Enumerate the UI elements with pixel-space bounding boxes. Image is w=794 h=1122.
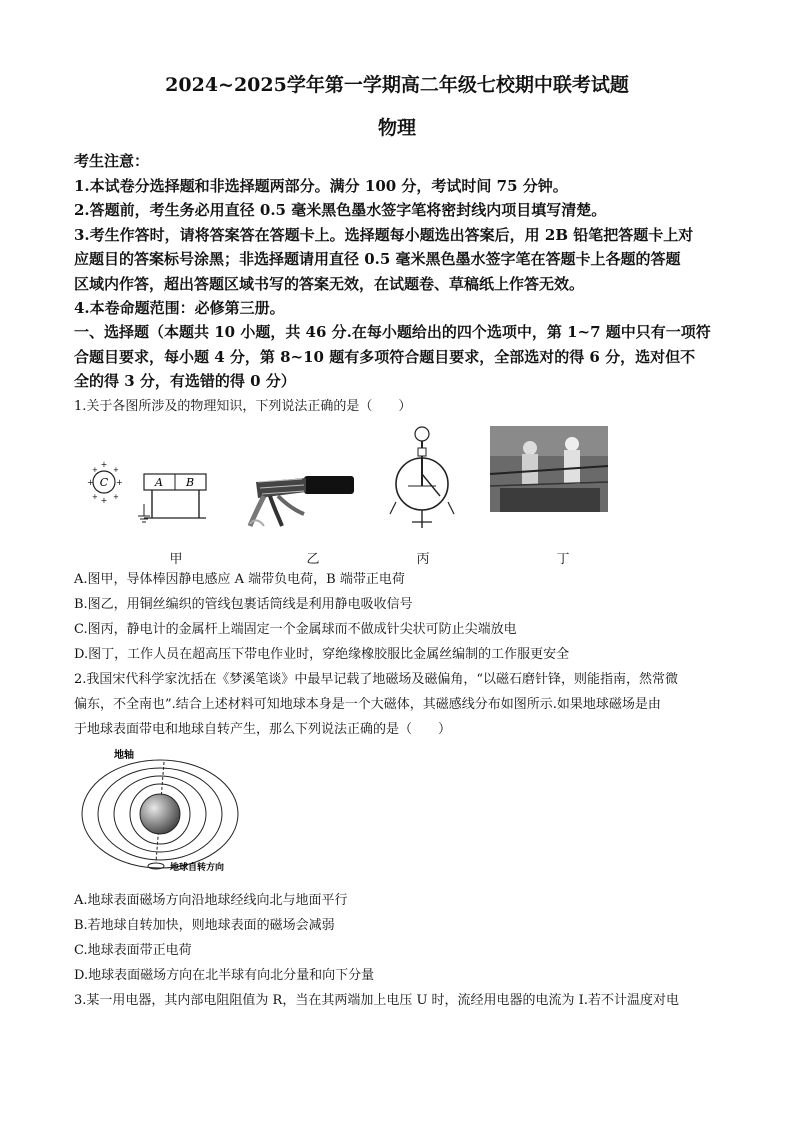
section-one-instructions (74, 320, 734, 394)
option-c: C.图丙，静电计的金属杆上端固定一个金属球而不做成针尖状可防止尖端放电 (74, 622, 517, 637)
section-line: 一、选择题（本题共 10 小题，共 46 分.在每小题给出的四个选项中，第 1~7 题中只有一项符 (74, 323, 711, 341)
question-1-stem: 1.关于各图所涉及的物理知识，下列说法正确的是（ ） (74, 399, 412, 414)
exam-title: 2024~2025学年第一学期高二年级七校期中联考试题 (165, 74, 629, 96)
option-a: A.图甲，导体棒因静电感应 A 端带负电荷，B 端带正电荷 (74, 572, 405, 587)
end-b-label: B (185, 476, 195, 489)
question-2-stem-line: 于地球表面带电和地球自转产生，那么下列说法正确的是（ ） (74, 722, 452, 737)
question-2-options (74, 888, 734, 1013)
figure-jia-charged-rod (82, 460, 208, 530)
figure-bing-electroscope (386, 424, 458, 536)
earth-rotation-label: 地球自转方向 (170, 863, 225, 873)
figure-yi-shielded-cable (244, 460, 354, 530)
figure-ding-live-line-workers-photo (490, 426, 608, 512)
section-line: 全的得 3 分，有选错的得 0 分） (74, 372, 296, 390)
figure-earth-magnetic-field (80, 746, 244, 876)
notes-item: 4.本卷命题范围：必修第三册。 (74, 299, 285, 317)
svg-text:+: + (116, 478, 123, 487)
exam-subject: 物理 (377, 117, 416, 139)
exam-notes (74, 149, 734, 321)
notes-heading: 考生注意： (74, 152, 150, 170)
notes-item: 区域内作答，超出答题区域书写的答案无效，在试题卷、草稿纸上作答无效。 (74, 274, 585, 293)
option-d: D.地球表面磁场方向在北半球有向北分量和向下分量 (74, 968, 375, 983)
question-2-stem-line: 偏东，不全南也”.结合上述材料可知地球本身是一个大磁体，其磁感线分布如图所示.如果地球磁场是由 (74, 697, 661, 712)
question-1-figures (74, 420, 734, 570)
question-1-options (74, 567, 734, 742)
end-a-label: A (155, 476, 163, 489)
option-c: C.地球表面带正电荷 (74, 943, 192, 958)
notes-item: 应题目的答案标号涂黑；非选择题请用直径 0.5 毫米黑色墨水签字笔在答题卡上各题的答题 (74, 250, 681, 268)
figure-label-jia: 甲 (169, 552, 183, 567)
svg-text:+: + (87, 478, 94, 487)
option-b: B.图乙，用铜丝编织的管线包裹话筒线是利用静电吸收信号 (74, 597, 413, 612)
option-b: B.若地球自转加快，则地球表面的磁场会减弱 (74, 918, 335, 933)
notes-item: 3.考生作答时，请将答案答在答题卡上。选择题每小题选出答案后，用 2B 铅笔把答题卡上对 (74, 225, 694, 244)
option-a: A.地球表面磁场方向沿地球经线向北与地面平行 (74, 893, 348, 908)
svg-text:+: + (100, 460, 108, 469)
figure-label-ding: 丁 (556, 552, 570, 567)
notes-item: 2.答题前，考生务必用直径 0.5 毫米黑色墨水签字笔将密封线内项目填写清楚。 (74, 201, 607, 219)
section-line: 合题目要求，每小题 4 分，第 8~10 题有多项符合题目要求，全部选对的得 6 分，选对但不 (74, 347, 696, 366)
svg-text:+: + (92, 466, 98, 474)
svg-text:+: + (100, 496, 108, 505)
svg-text:+: + (113, 493, 119, 501)
notes-item: 1.本试卷分选择题和非选择题两部分。满分 100 分，考试时间 75 分钟。 (74, 176, 568, 195)
svg-text:+: + (113, 466, 119, 474)
svg-text:+: + (92, 493, 98, 501)
figure-label-yi: 乙 (306, 552, 320, 567)
charge-c-label: C (99, 476, 109, 489)
earth-axis-label: 地轴 (114, 750, 134, 761)
option-d: D.图丁，工作人员在超高压下带电作业时，穿绝缘橡胶服比金属丝编制的工作服更安全 (74, 647, 570, 662)
question-3-stem: 3.某一用电器，其内部电阻阻值为 R，当在其两端加上电压 U 时，流经用电器的电流为 I.若不计温度对电 (74, 993, 679, 1008)
question-2-stem-line: 2.我国宋代科学家沈括在《梦溪笔谈》中最早记载了地磁场及磁偏角，“以磁石磨针锋，则能指南，然常微 (74, 672, 679, 687)
figure-label-bing: 丙 (416, 552, 430, 567)
